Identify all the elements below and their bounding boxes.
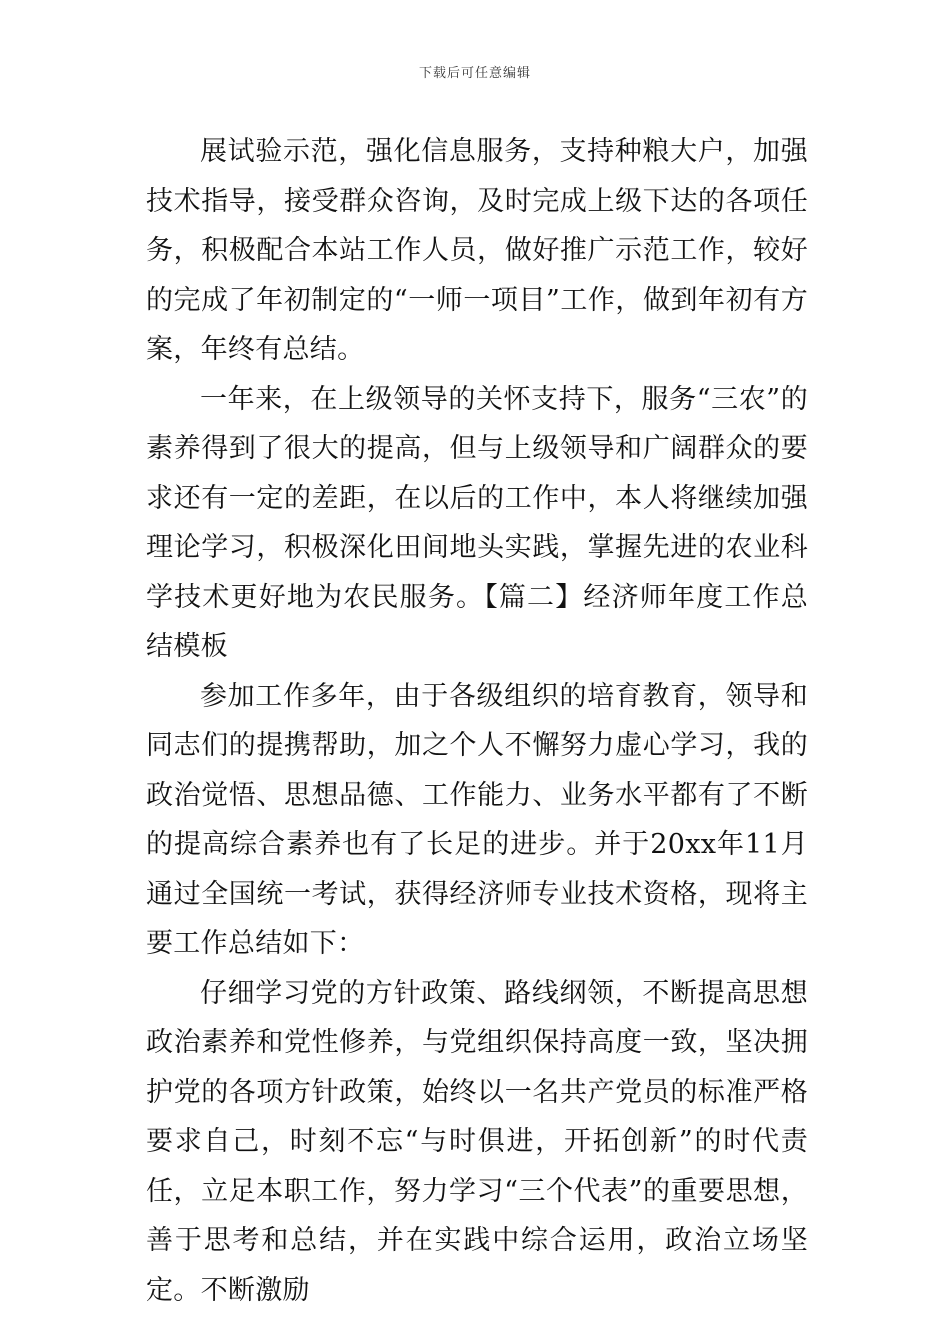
paragraph-1: 展试验示范，强化信息服务，支持种粮大户，加强技术指导，接受群众咨询，及时完成上级下达的各项任务，积极配合本站工作人员，做好推广示范工作，较好的完成了年初制定的“一师一项目”工作，做到年初有方案，年终有总结。 — [146, 136, 808, 365]
document-body — [146, 127, 808, 1315]
paragraph-3: 参加工作多年，由于各级组织的培育教育，领导和同志们的提携帮助，加之个人不懈努力虚心学习，我的政治觉悟、思想品德、工作能力、业务水平都有了不断的提高综合素养也有了长足的进步。并于20xx年11月通过全国统一考试，获得经济师专业技术资格，现将主要工作总结如下： — [146, 680, 808, 959]
paragraph-4: 仔细学习党的方针政策、路线纲领，不断提高思想政治素养和党性修养，与党组织保持高度一致，坚决拥护党的各项方针政策，始终以一名共产党员的标准严格要求自己，时刻不忘“与时俱进，开拓创新”的时代责任，立足本职工作，努力学习“三个代表”的重要思想，善于思考和总结，并在实践中综合运用，政治立场坚定。不断激励 — [146, 977, 808, 1306]
paragraph-2: 一年来，在上级领导的关怀支持下，服务“三农”的素养得到了很大的提高，但与上级领导和广阔群众的要求还有一定的差距，在以后的工作中，本人将继续加强理论学习，积极深化田间地头实践，掌握先进的农业科学技术更好地为农民服务。【篇二】经济师年度工作总结模板 — [146, 383, 808, 662]
page-header-note: 下载后可任意编辑 — [418, 66, 531, 81]
